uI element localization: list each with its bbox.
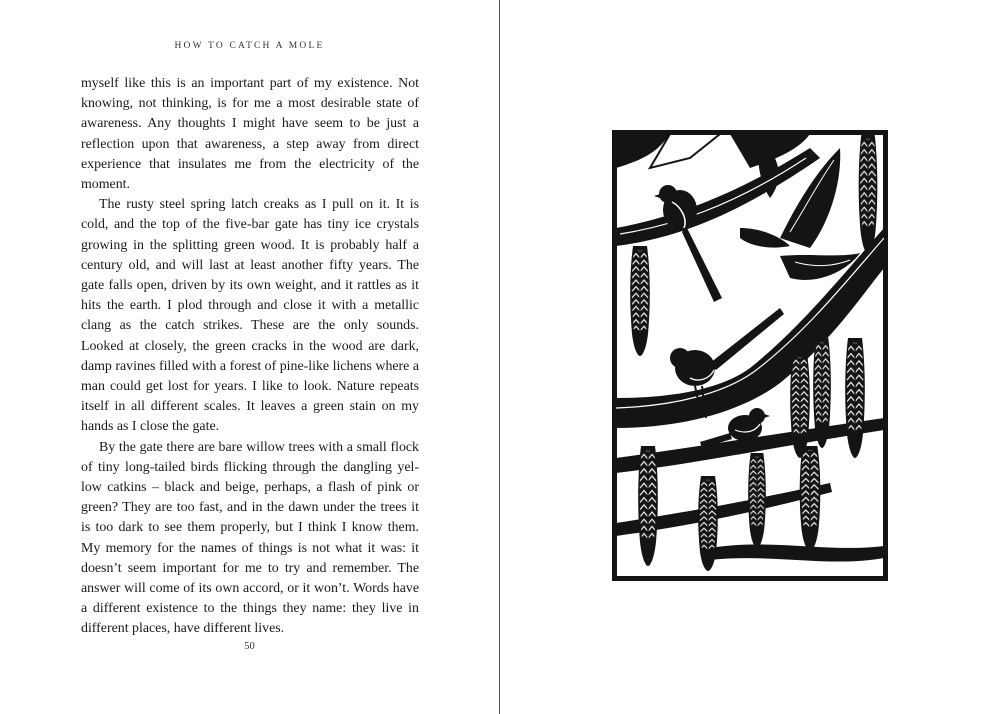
linocut-illustration xyxy=(610,128,890,583)
right-page xyxy=(500,0,1000,714)
body-text xyxy=(81,74,419,640)
paragraph-3: By the gate there are bare willow trees with a small flock of tiny long-tailed birds flicking through the dangling yellow catkins – black and beige, perhaps, a flash of pink or green? They are too fast, and in the dawn under the trees it is too dark to see them properly, but I think I know them. My memory for the names of things is not what it was: it doesn’t seem important for me to try and remember. The answer will come of its own accord, or it won’t. Words have a different existence to the things they name: they live in different places, have different lives. xyxy=(81,439,419,637)
running-head: HOW TO CATCH A MOLE xyxy=(174,41,325,51)
paragraph-1: myself like this is an important part of my existence. Not knowing, not thinking, is for me a most desirable state of awareness. Any thoughts I might have seem to be just a reflection upon that awareness, a step away from direct experience that insulates me from the electricity of the moment. xyxy=(81,76,419,193)
paragraph-2: The rusty steel spring latch creaks as I pull on it. It is cold, and the top of the five-bar gate has tiny ice crystals growing in the splitting green wood. It is probably half a century old, and will last at least another fifty years. The gate falls open, driven by its own weight, and it rattles as it hits the earth. I plod through and close it with a metallic clang as the catch strikes. These are the only sounds. Looked at closely, the green cracks in the wood are dark, damp ravines filled with a forest of pine-like lichens where a man could get lost for years. I like to look. Nature repeats itself in all different scales. It leaves a green stain on my hands as I close the gate. xyxy=(81,197,419,435)
left-page xyxy=(0,0,499,714)
page-number: 50 xyxy=(244,641,255,652)
